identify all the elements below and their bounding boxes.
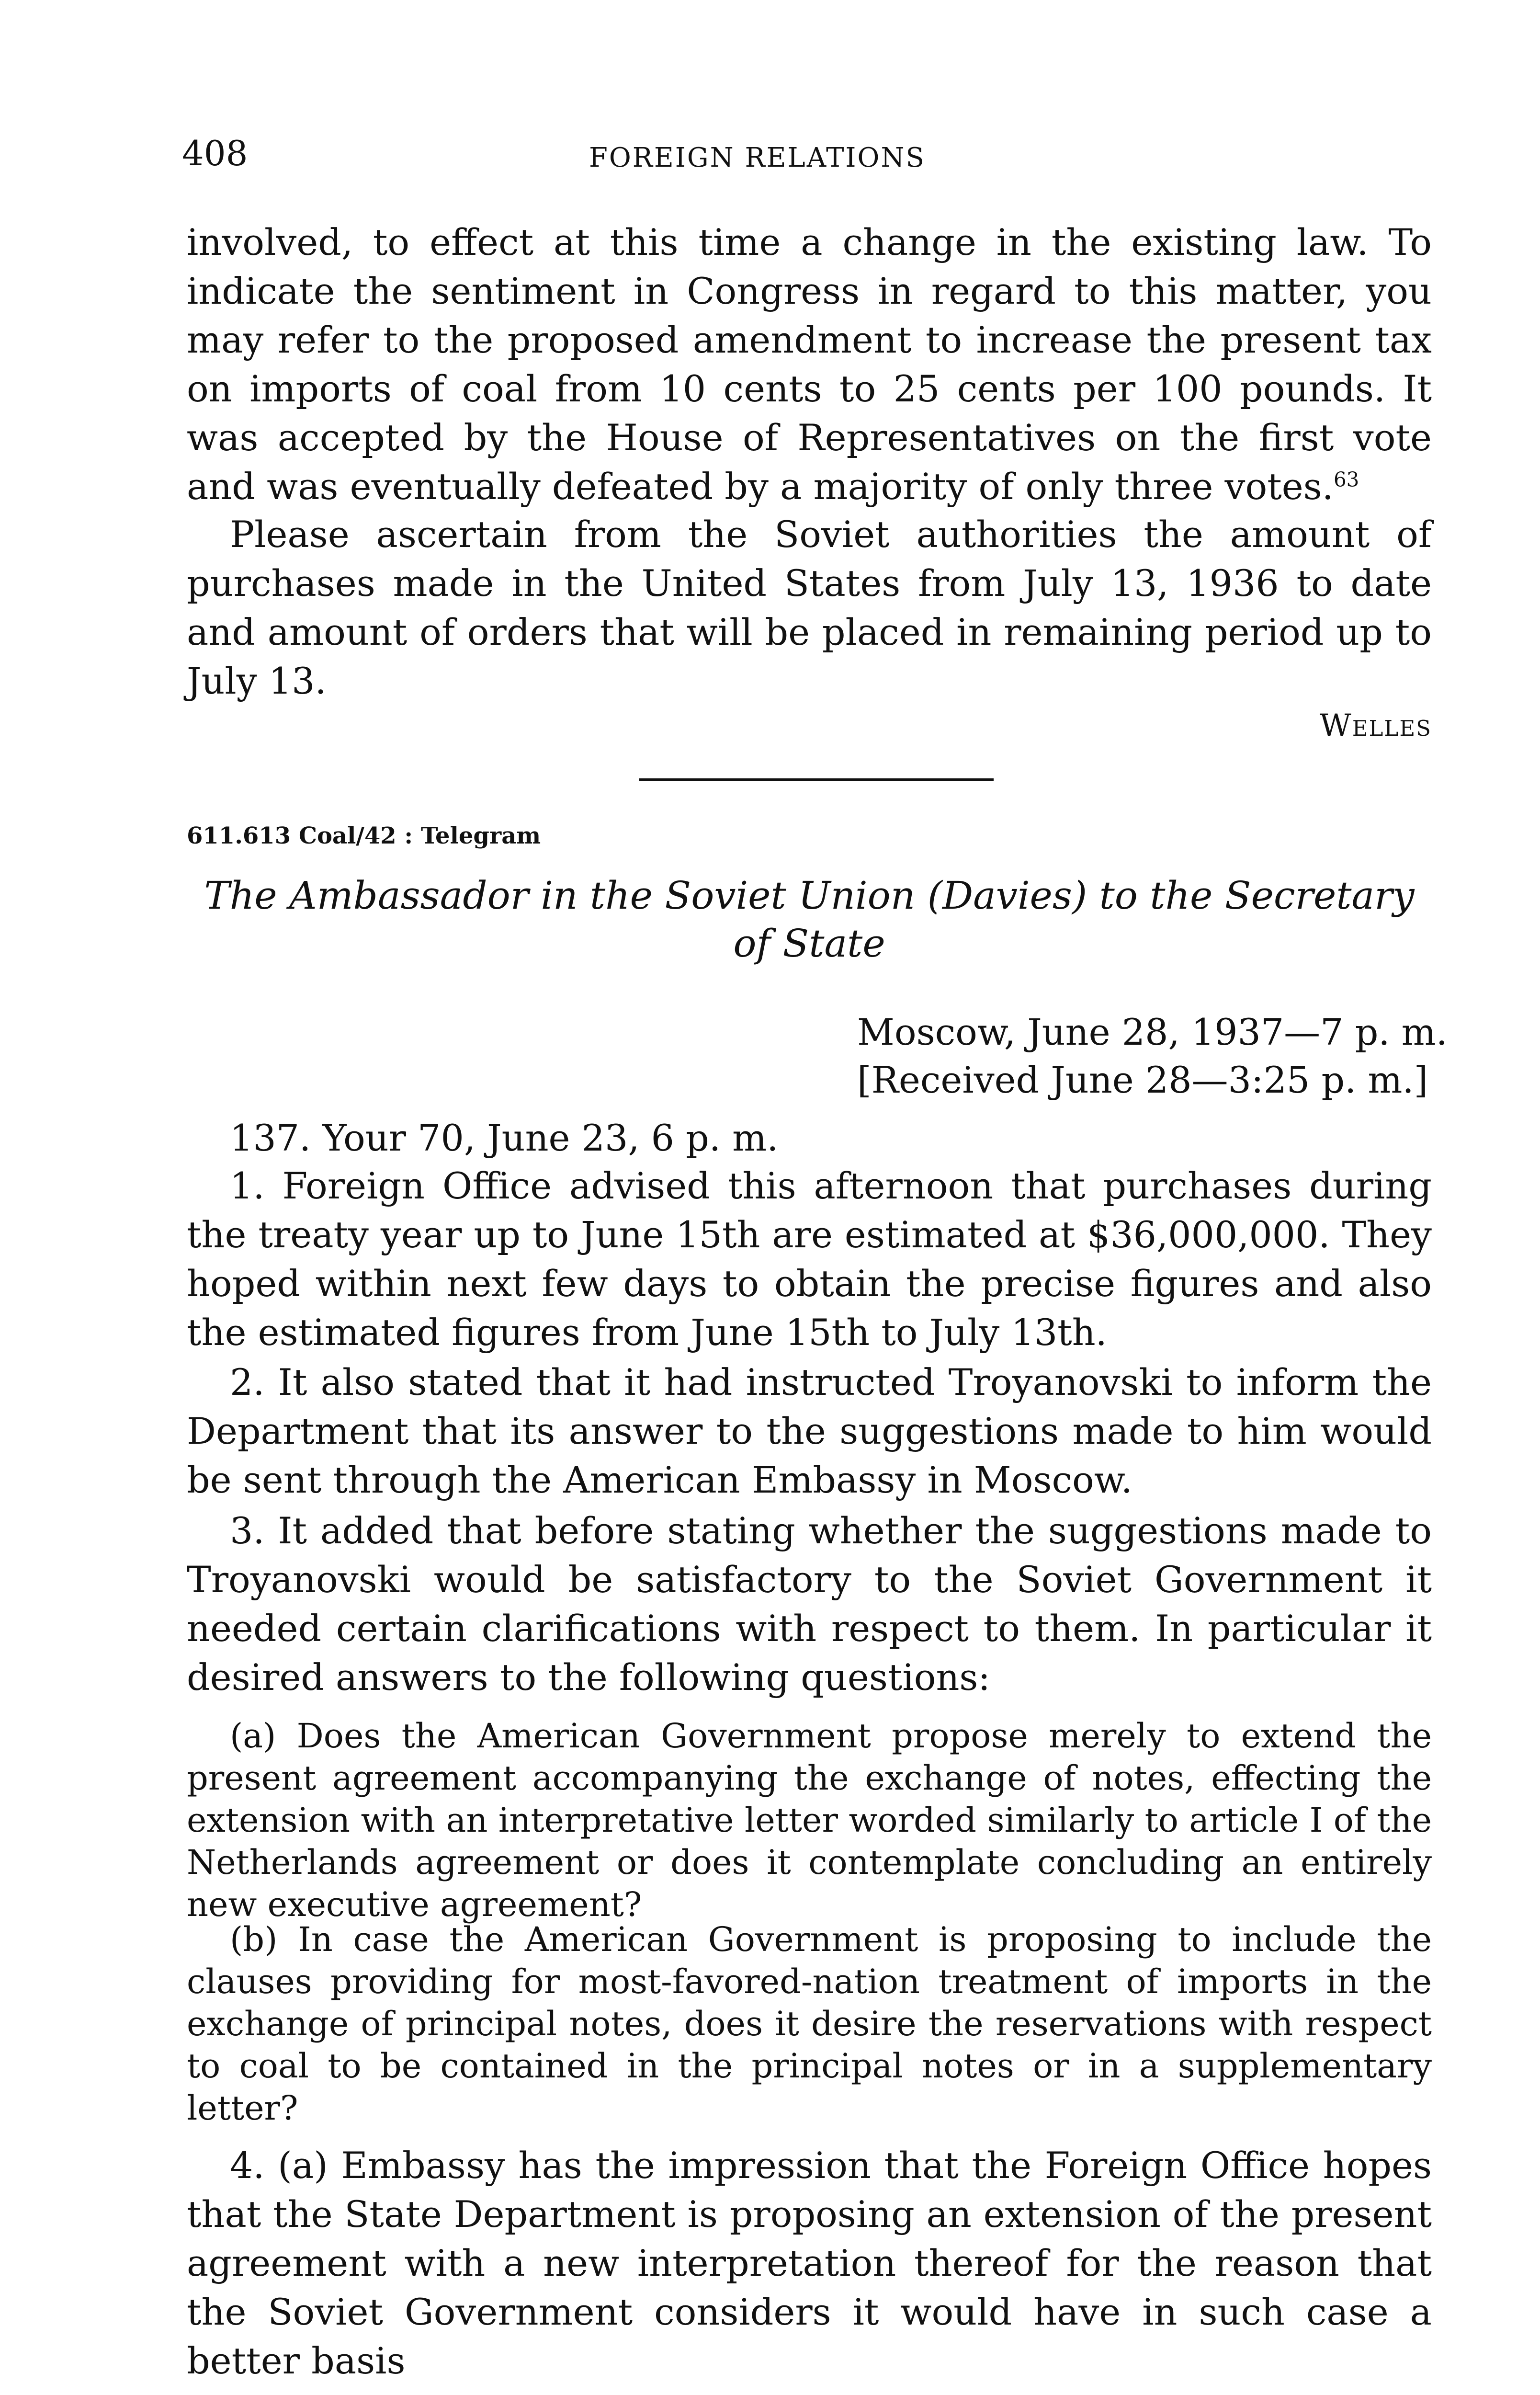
signature: Welles (1319, 708, 1432, 743)
running-title: FOREIGN RELATIONS (589, 142, 926, 173)
page-number: 408 (182, 133, 248, 173)
document-title: The Ambassador in the Soviet Union (Davies) to the Secretary of State (204, 873, 1415, 966)
section-divider (639, 778, 994, 781)
continued-paragraph (187, 218, 1432, 511)
question-a: (a) Does the American Government propose merely to extend the present agreement accompanying the exchange of notes, effecting the extension with an interpretative letter worded similarly to article I of the Netherlands agreement or does it contemplate concluding an entirely new executive agreement? (187, 1716, 1432, 1924)
telegram-reference: 137. Your 70, June 23, 6 p. m. (230, 1117, 779, 1159)
question-b: (b) In case the American Government is proposing to include the clauses providing for most-favored-nation treatment of imports in the exchange of principal notes, does it desire the reservations with respect to coal to be contained in the principal notes or in a supplementary letter? (187, 1920, 1432, 2128)
continued-paragraph-text: involved, to effect at this time a change in the existing law. To indicate the sentiment in Congress in regard to this matter, you may refer to the proposed amendment to increase the present tax on imports of coal from 10 cents to 25 cents per 100 pounds. It was accepted by the House of Representatives on the first vote and was eventually defeated by a majority of only three votes. (187, 221, 1432, 508)
dateline-sent: Moscow, June 28, 1937—7 p. m. (857, 1011, 1448, 1053)
paragraph-4: 4. (a) Embassy has the impression that the Foreign Office hopes that the State Department is proposing an extension of the present agreement with a new interpretation thereof for the reason that the Soviet Government considers it would have in such case a better basis (187, 2144, 1432, 2382)
paragraph-3: 3. It added that before stating whether the suggestions made to Troyanovski would be satisfactory to the Soviet Government it needed certain clarifications with respect to them. In particular it desired answers to the following questions: (187, 1509, 1432, 1699)
dateline-received: [Received June 28—3:25 p. m.] (857, 1059, 1428, 1101)
paragraph-2: 2. It also stated that it had instructed Troyanovski to inform the Department that its answer to the suggestions made to him would be sent through the American Embassy in Moscow. (187, 1361, 1432, 1501)
paragraph-1: 1. Foreign Office advised this afternoon that purchases during the treaty year up to June 15th are estimated at $36,000,000. They hoped within next few days to obtain the precise figures and also the estimated figures from June 15th to July 13th. (187, 1164, 1432, 1354)
dateline (857, 1008, 1448, 1104)
file-reference: 611.613 Coal/42 : Telegram (187, 822, 541, 849)
footnote-reference: 63 (1333, 468, 1359, 491)
request-paragraph: Please ascertain from the Soviet authorities the amount of purchases made in the United States from July 13, 1936 to date and amount of orders that will be placed in remaining period up to July 13. (187, 513, 1432, 702)
